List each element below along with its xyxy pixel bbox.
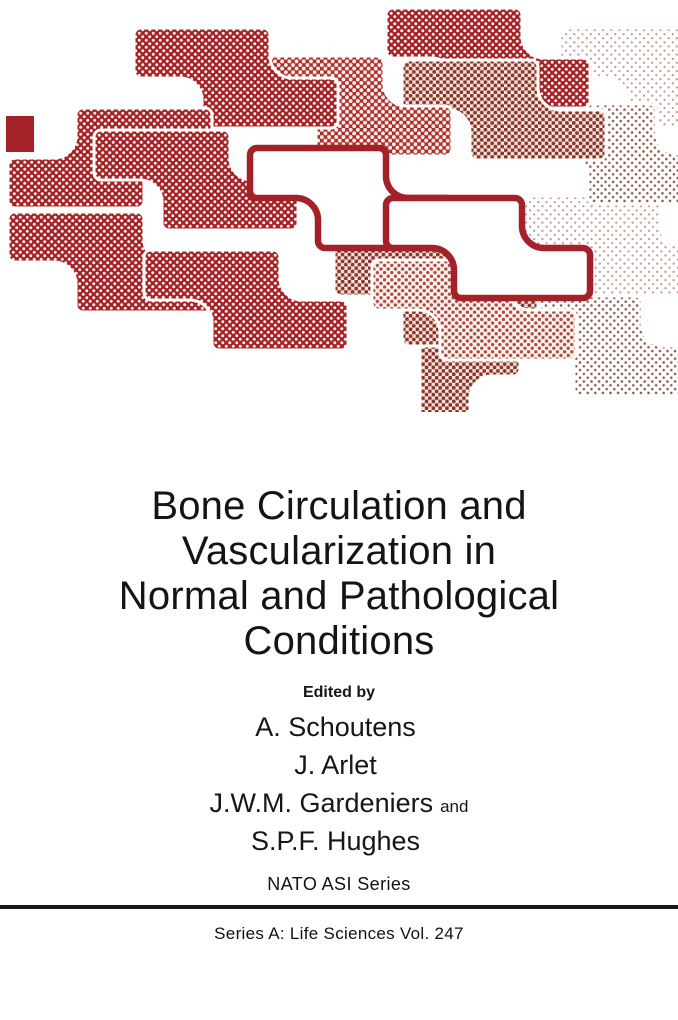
editor-name-text: J.W.M. Gardeniers [209,788,434,818]
editor-name [0,786,678,824]
book-title [0,484,678,664]
editor-suffix: and [440,797,469,816]
editors-list [0,710,678,862]
divider-rule [0,905,678,909]
editor-name-text: A. Schoutens [255,712,416,742]
title-line-2: Vascularization in [181,529,497,573]
series-detail: Series A: Life Sciences Vol. 247 [214,924,464,943]
title-line-3: Normal and Pathological [118,574,560,618]
title-line-1: Bone Circulation and [151,484,527,528]
cover-artwork [0,0,678,412]
editor-name [0,710,678,748]
title-line-4: Conditions [243,619,435,663]
editor-name-text: S.P.F. Hughes [250,826,421,856]
edited-by-label: Edited by [302,684,375,701]
editor-name-text: J. Arlet [294,750,377,780]
series-name: NATO ASI Series [267,874,411,894]
editor-name [0,824,678,862]
editor-name [0,748,678,786]
